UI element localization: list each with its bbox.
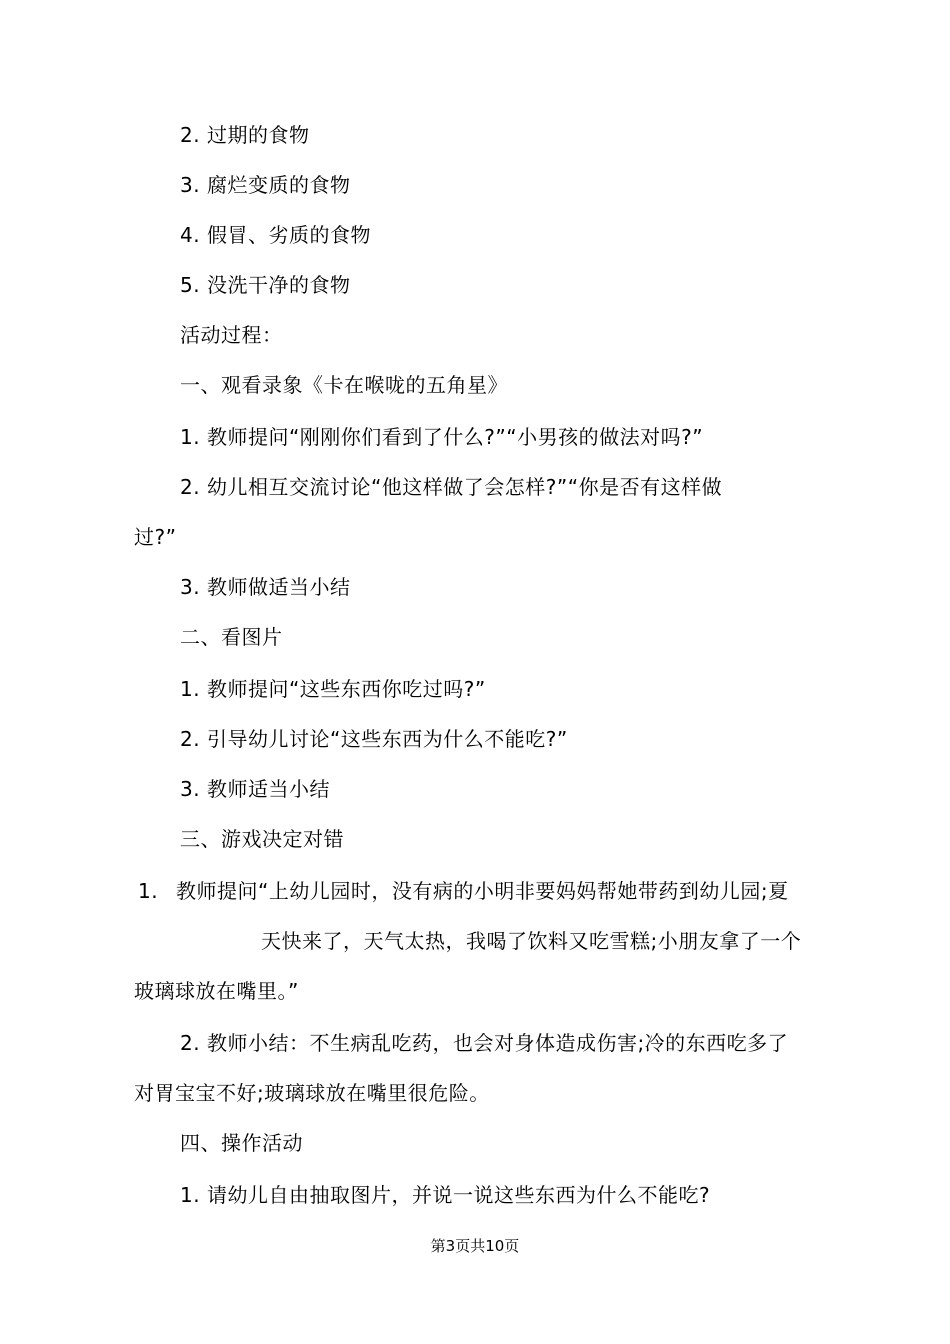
text-line: 1. 教师提问“这些东西你吃过吗?” — [180, 677, 486, 701]
section-heading: 二、看图片 — [180, 625, 283, 649]
text-line: 过?” — [134, 525, 177, 549]
text-line: 玻璃球放在嘴里。” — [134, 979, 299, 1003]
list-marker: 1. — [138, 879, 159, 903]
text-line: 教师提问“上幼儿园时，没有病的小明非要妈妈帮她带药到幼儿园;夏 — [176, 879, 789, 903]
text-line: 3. 教师做适当小结 — [180, 575, 351, 599]
text-line: 2. 幼儿相互交流讨论“他这样做了会怎样?”“你是否有这样做 — [180, 475, 723, 499]
section-heading: 四、操作活动 — [180, 1131, 303, 1155]
text-line: 3. 腐烂变质的食物 — [180, 173, 351, 197]
section-heading: 三、游戏决定对错 — [180, 827, 344, 851]
text-line: 对胃宝宝不好;玻璃球放在嘴里很危险。 — [134, 1081, 490, 1105]
page-number-footer: 第3页共10页 — [430, 1237, 520, 1255]
text-line: 2. 教师小结：不生病乱吃药，也会对身体造成伤害;冷的东西吃多了 — [180, 1031, 789, 1055]
text-line: 1. 教师提问“刚刚你们看到了什么?”“小男孩的做法对吗?” — [180, 425, 704, 449]
text-line: 活动过程： — [180, 323, 283, 347]
section-heading: 一、观看录象《卡在喉咙的五角星》 — [180, 373, 508, 397]
text-line: 3. 教师适当小结 — [180, 777, 330, 801]
text-line: 天快来了，天气太热，我喝了饮料又吃雪糕;小朋友拿了一个 — [261, 929, 802, 953]
text-line: 1. 请幼儿自由抽取图片，并说一说这些东西为什么不能吃? — [180, 1183, 711, 1207]
text-line: 2. 引导幼儿讨论“这些东西为什么不能吃?” — [180, 727, 568, 751]
text-line: 4. 假冒、劣质的食物 — [180, 223, 371, 247]
text-line: 2. 过期的食物 — [180, 123, 310, 147]
text-line: 5. 没洗干净的食物 — [180, 273, 351, 297]
